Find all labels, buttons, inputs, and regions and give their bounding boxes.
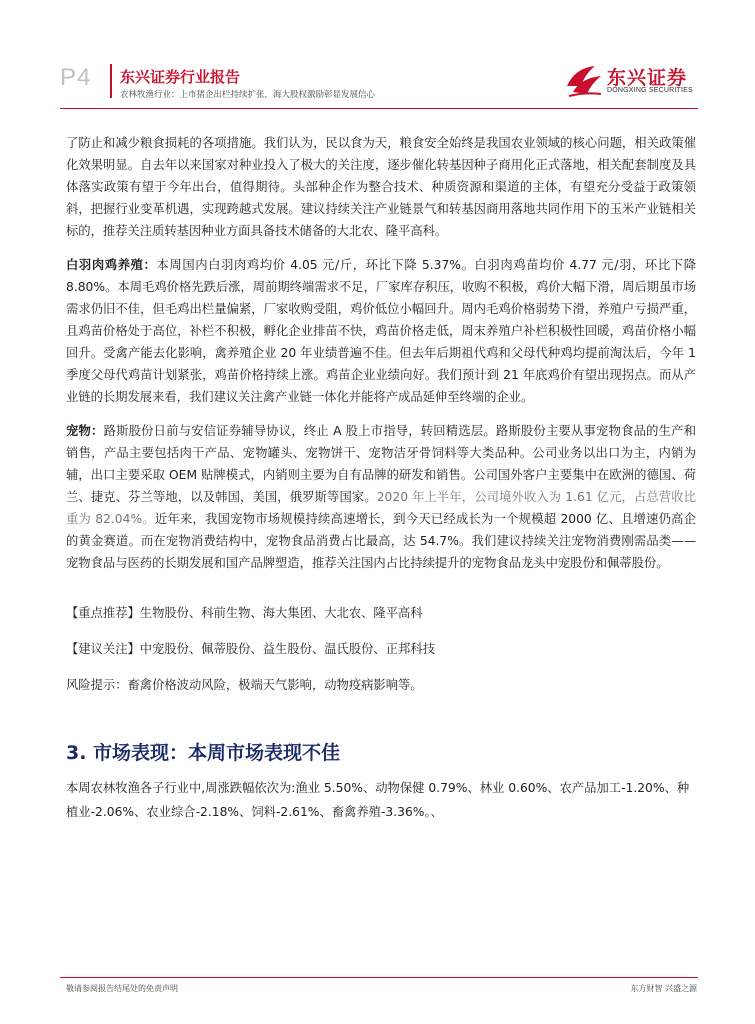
report-subtitle: 农林牧渔行业：上市猪企出栏持续扩张，海大股权激励彰显发展信心 — [120, 90, 376, 100]
logo-name: 东兴证券 — [607, 67, 688, 89]
key-recommendations: 【重点推荐】生物股份、科前生物、海大集团、大北农、隆平高科 — [66, 606, 423, 620]
logo-icon — [565, 62, 603, 98]
report-body — [66, 132, 696, 696]
pet-text-highlight: 2020 年上半年，公司境外收入为 1.61 亿元，占总营收比重为 82.04%。 — [66, 490, 696, 526]
footer-disclaimer: 敬请参阅报告结尾处的免责声明 — [66, 984, 178, 993]
header-rule — [60, 108, 698, 109]
page-number: P4 — [60, 64, 92, 91]
footer-slogan: 东方财智 兴盛之源 — [630, 984, 697, 993]
paragraph-broiler — [66, 254, 696, 408]
logo-english-name: DONGXING SECURITIES — [607, 87, 693, 94]
pet-text-a: 路斯股份日前与安信证券辅导协议，终止 A 股上市指导，转回精选层。路斯股份主要从事宠物食品的生产和销售，产品主要包括肉干产品、宠物罐头、宠物饼干、宠物洁牙骨饲料等大类品种。公司业务以出口为主，内销为辅，出口主要采取 OEM 贴牌模式，内销则主要为自有品牌的研发和销售。公司国外客户主要集中在欧洲的德国、荷兰、捷克、芬兰等地，以及韩国，美国，俄罗斯等国家。 — [66, 424, 696, 504]
company-logo — [565, 60, 700, 104]
market-performance-text: 本周农林牧渔各子行业中,周涨跌幅依次为:渔业 5.50%、动物保健 0.79%、林业 0.60%、农产品加工-1.20%、种植业-2.06%、农业综合-2.18%、饲料-2.61%、畜禽养殖-3.36%。、 — [66, 781, 690, 819]
suggested-watchlist: 【建议关注】中宠股份、佩蒂股份、益生股份、温氏股份、正邦科技 — [66, 642, 435, 656]
pet-heading: 宠物： — [66, 424, 104, 438]
section-heading: 3. 市场表现：本周市场表现不佳 — [66, 742, 341, 764]
broiler-text: 本周国内白羽肉鸡均价 4.05 元/斤，环比下降 5.37%。白羽肉鸡苗均价 4.77 元/羽，环比下降 8.80%。本周毛鸡价格先跌后涨，周前期终端需求不足，厂家库存积压，收购不积极，鸡价大幅下滑，周后期虽市场需求仍旧不佳，但毛鸡出栏量偏紧，厂家收购受阻，鸡价低位小幅回升。周内毛鸡价格弱势下滑，养殖户亏损严重，且鸡苗价格处于高位，补栏不积极，孵化企业排苗不快，鸡苗价格走低，周末养殖户补栏积极性回暖，鸡苗价格小幅回升。受禽产能去化影响，禽养殖企业 20 年业绩普遍不佳。但去年后期祖代鸡和父母代种鸡均提前淘汰后，今年 1 季度父母代鸡苗计划紧张，鸡苗价格持续上涨。鸡苗企业业绩向好。我们预计到 21 年底鸡价有望出现拐点。而从产业链的长期发展来看，我们建议关注禽产业链一体化并能将产成品延伸至终端的企业。 — [66, 258, 696, 404]
risk-warning: 风险提示：畜禽价格波动风险，极端天气影响，动物疫病影响等。 — [66, 678, 423, 692]
recommendation-block — [66, 602, 696, 696]
report-title: 东兴证券行业报告 — [120, 68, 241, 86]
broiler-heading: 白羽肉鸡养殖： — [66, 258, 157, 272]
paragraph-grain-security: 了防止和减少粮食损耗的各项措施。我们认为，民以食为天，粮食安全始终是我国农业领域的核心问题，相关政策催化效果明显。自去年以来国家对种业投入了极大的关注度，逐步催化转基因种子商用化正式落地，相关配套制度及具体落实政策有望于今年出台，值得期待。头部种企作为整合技术、种质资源和渠道的主体，有望充分受益于政策领斜，把握行业变革机遇，实现跨越式发展。建议持续关注产业链景气和转基因商用落地共同作用下的玉米产业链相关标的，推荐关注质转基因种业方面具备技术储备的大北农、隆平高科。 — [66, 136, 696, 238]
paragraph-pet — [66, 420, 696, 574]
footer-rule — [60, 977, 698, 978]
pet-text-b: 近年来，我国宠物市场规模持续高速增长，到今天已经成长为一个规模超 2000 亿、且增速仍高企的黄金赛道。而在宠物消费结构中，宠物食品消费占比最高，达 54.7%。我们建议持续关注宠物消费刚需品类——宠物食品与医药的长期发展和国产品牌塑造，推荐关注国内占比持续提升的宠物食品龙头中宠股份和佩蒂股份。 — [66, 512, 696, 570]
header-separator — [110, 64, 112, 98]
